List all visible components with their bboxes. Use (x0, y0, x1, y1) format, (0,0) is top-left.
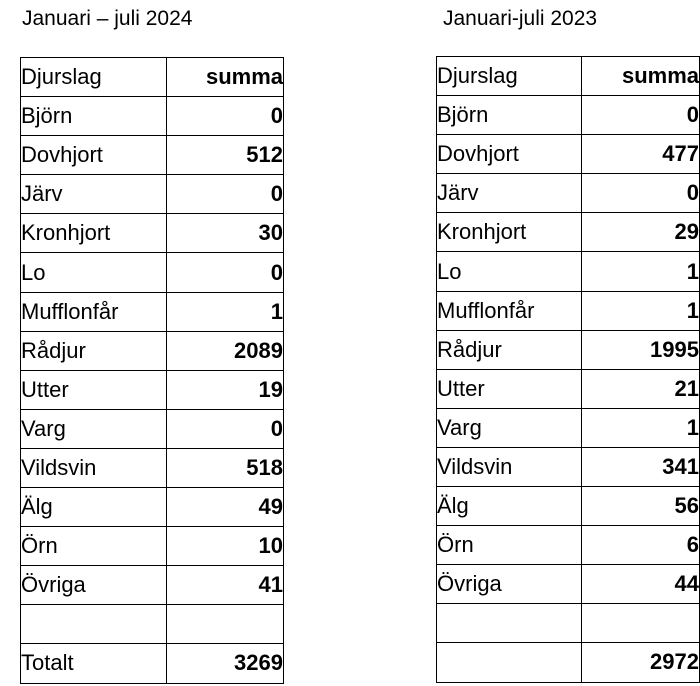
table-row (21, 292, 284, 331)
empty-cell (437, 604, 582, 643)
sum-cell: 29 (582, 213, 700, 252)
sum-cell: 56 (582, 487, 700, 526)
sum-cell: 0 (167, 175, 284, 214)
sum-cell: 0 (167, 253, 284, 292)
sum-cell: 0 (167, 97, 284, 136)
table-row (437, 369, 700, 408)
table-row (21, 97, 284, 136)
empty-cell (582, 604, 700, 643)
species-cell: Björn (21, 97, 167, 136)
table-row (21, 448, 284, 487)
table-row (437, 96, 700, 135)
sum-cell: 512 (167, 136, 284, 175)
sum-cell: 41 (167, 566, 284, 605)
sum-cell: 1 (582, 252, 700, 291)
species-cell: Kronhjort (21, 214, 167, 253)
species-cell: Björn (437, 96, 582, 135)
table-row (437, 565, 700, 604)
sum-cell: 0 (167, 409, 284, 448)
species-cell: Järv (21, 175, 167, 214)
table-row (437, 252, 700, 291)
sum-cell: 6 (582, 526, 700, 565)
sum-cell: 1995 (582, 330, 700, 369)
table-row (21, 136, 284, 175)
species-cell: Örn (437, 526, 582, 565)
empty-cell (167, 605, 284, 644)
sum-cell: 2089 (167, 331, 284, 370)
empty-cell (21, 605, 167, 644)
total-row (21, 644, 284, 683)
sum-cell: 44 (582, 565, 700, 604)
species-cell: Varg (21, 409, 167, 448)
species-cell: Lo (21, 253, 167, 292)
species-cell: Vildsvin (437, 447, 582, 486)
header-sum: summa (582, 57, 700, 96)
empty-row (437, 604, 700, 643)
table-title-2024: Januari – juli 2024 (22, 7, 193, 30)
table-row (437, 526, 700, 565)
species-cell: Älg (437, 487, 582, 526)
table-row (21, 214, 284, 253)
table-row (21, 566, 284, 605)
sum-cell: 30 (167, 214, 284, 253)
species-table-2024 (20, 57, 284, 684)
species-cell: Mufflonfår (437, 291, 582, 330)
table-row (21, 527, 284, 566)
sum-cell: 477 (582, 135, 700, 174)
sum-cell: 10 (167, 527, 284, 566)
species-cell: Mufflonfår (21, 292, 167, 331)
table-row (21, 488, 284, 527)
sum-cell: 19 (167, 370, 284, 409)
table-row (437, 487, 700, 526)
sum-cell: 1 (582, 291, 700, 330)
species-table-2023 (436, 56, 700, 683)
table-row (21, 409, 284, 448)
species-cell: Varg (437, 408, 582, 447)
header-species: Djurslag (437, 57, 582, 96)
species-cell: Rådjur (437, 330, 582, 369)
total-row (437, 643, 700, 682)
table-row (21, 331, 284, 370)
sum-cell: 0 (582, 174, 700, 213)
total-sum: 2972 (582, 643, 700, 682)
table-row (21, 253, 284, 292)
sum-cell: 0 (582, 96, 700, 135)
species-cell: Kronhjort (437, 213, 582, 252)
header-sum: summa (167, 58, 284, 97)
sum-cell: 518 (167, 448, 284, 487)
sum-cell: 341 (582, 447, 700, 486)
table-row (437, 174, 700, 213)
header-species: Djurslag (21, 58, 167, 97)
species-cell: Örn (21, 527, 167, 566)
sum-cell: 1 (582, 408, 700, 447)
table-row (21, 370, 284, 409)
table-title-2023: Januari-juli 2023 (443, 7, 598, 30)
table-row (437, 135, 700, 174)
table-row (21, 175, 284, 214)
header-row (437, 57, 700, 96)
species-cell: Rådjur (21, 331, 167, 370)
species-cell: Lo (437, 252, 582, 291)
species-cell: Utter (21, 370, 167, 409)
species-cell: Övriga (437, 565, 582, 604)
species-cell: Dovhjort (437, 135, 582, 174)
header-row (21, 58, 284, 97)
species-cell: Utter (437, 369, 582, 408)
species-cell: Järv (437, 174, 582, 213)
sum-cell: 21 (582, 369, 700, 408)
species-cell: Dovhjort (21, 136, 167, 175)
species-cell: Övriga (21, 566, 167, 605)
table-row (437, 330, 700, 369)
empty-row (21, 605, 284, 644)
species-cell: Älg (21, 488, 167, 527)
sum-cell: 49 (167, 488, 284, 527)
total-sum: 3269 (167, 644, 284, 683)
table-row (437, 213, 700, 252)
total-label: Totalt (21, 644, 167, 683)
table-row (437, 408, 700, 447)
table-row (437, 291, 700, 330)
species-cell: Vildsvin (21, 448, 167, 487)
total-label (437, 643, 582, 682)
sum-cell: 1 (167, 292, 284, 331)
table-row (437, 447, 700, 486)
